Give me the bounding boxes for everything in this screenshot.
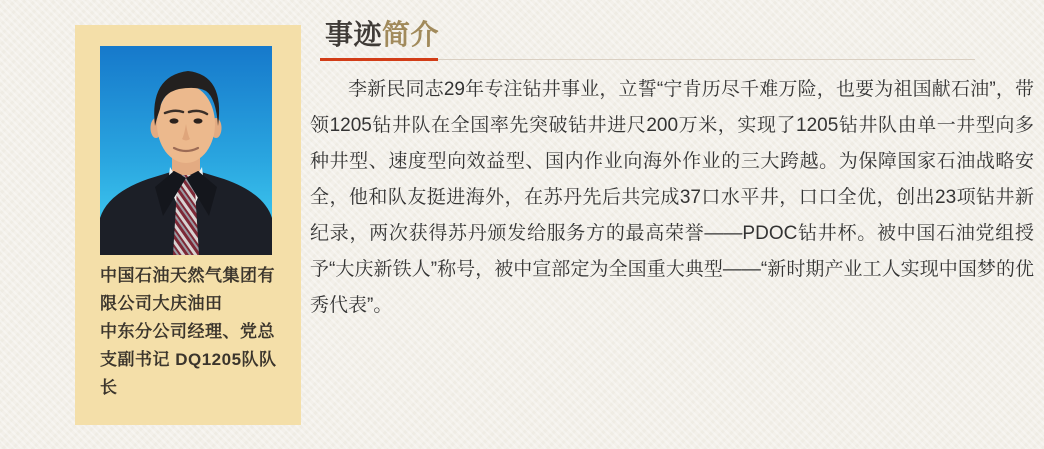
portrait-photo-illustration bbox=[100, 46, 272, 255]
profile-caption-line-1: 中国石油天然气集团有限公司大庆油田 bbox=[100, 266, 275, 313]
portrait-photo bbox=[100, 46, 272, 255]
heading-thin-rule bbox=[438, 59, 975, 60]
heading-accent-underline bbox=[320, 58, 438, 61]
profile-caption bbox=[100, 262, 278, 402]
section-heading-primary: 事迹 bbox=[325, 19, 383, 50]
heading-rule bbox=[310, 57, 1036, 61]
section-heading bbox=[310, 18, 1036, 52]
section-heading-secondary: 简介 bbox=[382, 19, 440, 50]
deeds-section bbox=[310, 18, 1036, 324]
profile-card bbox=[75, 25, 301, 425]
profile-caption-line-2: 中东分公司经理、党总支副书记 DQ1205队队长 bbox=[100, 322, 277, 397]
bio-paragraph: 李新民同志29年专注钻井事业，立誓“宁肯历尽千难万险，也要为祖国献石油”，带领1205钻井队在全国率先突破钻井进尺200万米，实现了1205钻井队由单一井型向多种井型、速度型向效益型、国内作业向海外作业的三大跨越。为保障国家石油战略安全，他和队友挺进海外，在苏丹先后共完成37口水平井，口口全优，创出23项钻井新纪录，两次获得苏丹颁发给服务方的最高荣誉——PDOC钻井杯。被中国石油党组授予“大庆新铁人”称号，被中宣部定为全国重大典型——“新时期产业工人实现中国梦的优秀代表”。 bbox=[310, 79, 1034, 316]
